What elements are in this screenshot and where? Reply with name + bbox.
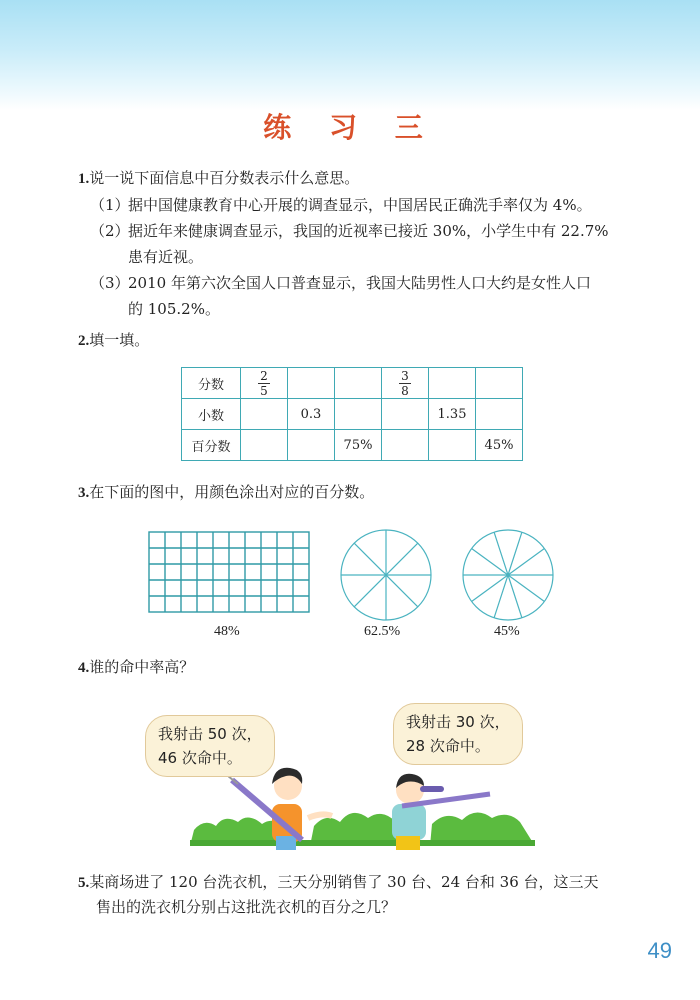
speech-text: 我射击 30 次， [406,713,510,731]
question-text-cont: 售出的洗衣机分别占这批洗衣机的百分之几？ [96,898,397,916]
fraction: $\frac{2}{5}$ [258,370,270,397]
circle-10-label: 45% [494,624,520,639]
page-title: 练 习 三 [263,111,437,144]
grid-figure[interactable] [148,531,310,613]
table-row [182,368,523,399]
table-cell[interactable] [429,430,476,461]
question-number: 5. [78,875,90,891]
item-number: （2） [90,222,130,240]
table-cell[interactable] [241,430,288,461]
table-row [182,430,523,461]
question-number: 1. [78,171,90,187]
item-text: 据中国健康教育中心开展的调查显示，中国居民正确洗手率仅为 4%。 [128,196,592,214]
fill-table [181,367,523,461]
question-number: 3. [78,485,90,501]
table-cell[interactable] [476,399,523,430]
item-number: （1） [90,196,130,214]
table-cell[interactable]: 75% [335,430,382,461]
table-cell[interactable] [288,430,335,461]
q1-item-2 [90,218,609,270]
table-cell[interactable]: 1.35 [429,399,476,430]
circle-8-label: 62.5% [364,624,401,639]
item-text: 据近年来健康调查显示，我国的近视率已接近 30%，小学生中有 22.7% [128,222,609,240]
question-text: 说一说下面信息中百分数表示什么意思。 [89,169,360,187]
table-cell[interactable] [429,368,476,399]
table-cell[interactable] [382,399,429,430]
table-cell[interactable]: 0.3 [288,399,335,430]
question-3 [78,480,374,505]
table-cell[interactable] [382,368,429,399]
table-row [182,399,523,430]
question-text: 填一填。 [89,331,150,349]
table-cell[interactable] [241,368,288,399]
row-header: 小数 [182,399,241,430]
boy-with-rifle-illustration [382,768,492,850]
row-header: 分数 [182,368,241,399]
fraction: $\frac{3}{8}$ [399,370,411,397]
question-1 [78,166,359,191]
table-cell[interactable] [382,430,429,461]
circle-8-sectors[interactable] [339,528,433,622]
table-cell[interactable] [335,399,382,430]
question-number: 2. [78,333,90,349]
question-2 [78,328,149,353]
table-cell[interactable] [288,368,335,399]
grid-label: 48% [214,624,240,639]
page-number: 49 [647,938,672,963]
item-number: （3） [90,274,130,292]
question-text: 在下面的图中，用颜色涂出对应的百分数。 [89,483,375,501]
question-4 [78,655,194,680]
item-text-cont: 的 105.2%。 [128,300,220,318]
q1-item-1 [90,192,592,218]
q1-item-3 [90,270,591,322]
speech-text: 我射击 50 次， [158,725,262,743]
speech-text: 46 次命中。 [158,749,242,767]
boy-speech-bubble [393,703,523,765]
table-cell[interactable] [476,368,523,399]
table-cell[interactable] [335,368,382,399]
question-5 [78,870,599,919]
question-text: 谁的命中率高？ [89,658,195,676]
girl-speech-bubble [145,715,275,777]
question-number: 4. [78,660,90,676]
item-text-cont: 患有近视。 [128,248,204,266]
speech-text: 28 次命中。 [406,737,490,755]
table-cell[interactable]: 45% [476,430,523,461]
header-band [0,0,700,110]
item-text: 2010 年第六次全国人口普查显示，我国大陆男性人口大约是女性人口 [128,274,591,292]
row-header: 百分数 [182,430,241,461]
table-cell[interactable] [241,399,288,430]
question-text: 某商场进了 120 台洗衣机，三天分别销售了 30 台、24 台和 36 台，这三天 [89,873,599,891]
circle-10-sectors[interactable] [461,528,555,622]
